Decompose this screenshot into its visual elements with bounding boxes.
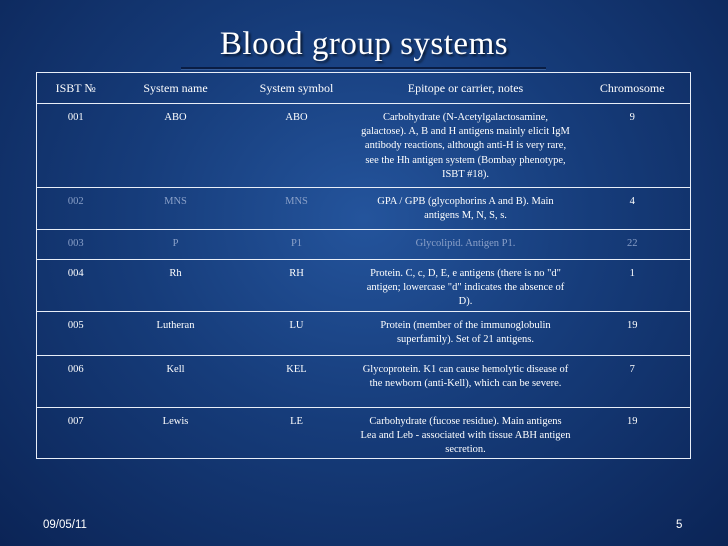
footer-date: 09/05/11 [43,519,87,531]
cell-chromosome: 22 [627,238,638,249]
cell-isbt: 005 [67,320,84,331]
table-header-row [37,73,691,104]
cell-notes: Carbohydrate (fucose residue). Main antigens Lea and Leb - associated with tissue ABH antigen secretion. [360,416,571,456]
cell-notes: Glycolipid. Antigen P1. [415,238,516,249]
table-row [37,312,691,356]
cell-system-name: P [172,238,179,249]
cell-notes: Carbohydrate (N-Acetylgalactosamine, galactose). A, B and H antigens mainly elicit IgM antibody reactions, although anti-H is very rare, see the Hh antigen system (Bombay phenotype, ISBT #18). [361,112,570,180]
cell-notes: Protein. C, c, D, E, e antigens (there is no "d" antigen; lowercase "d" indicates the absence of D). [366,268,565,308]
cell-notes: Protein (member of the immunoglobulin superfamily). Set of 21 antigens. [380,320,551,346]
cell-chromosome: 19 [627,416,638,427]
cell-system-symbol: KEL [286,364,307,375]
cell-system-name: MNS [164,196,187,207]
header-chromosome: Chromosome [575,73,691,104]
cell-isbt: 002 [67,196,84,207]
cell-isbt: 003 [67,238,84,249]
header-isbt: ISBT № [37,73,115,104]
cell-system-symbol: RH [289,268,304,279]
cell-chromosome: 19 [627,320,638,331]
cell-system-symbol: ABO [285,112,308,123]
slide-number: 5 [676,519,683,531]
cell-system-symbol: MNS [285,196,308,207]
table-row [37,356,691,408]
cell-chromosome: 4 [629,196,635,207]
title-underline [181,67,546,69]
cell-system-name: Kell [166,364,185,375]
cell-isbt: 007 [67,416,84,427]
table-row [37,260,691,312]
blood-group-table [36,72,691,459]
cell-system-name: ABO [164,112,187,123]
cell-system-name: Rh [169,268,182,279]
cell-system-symbol: P1 [290,238,303,249]
cell-system-name: Lutheran [156,320,195,331]
cell-chromosome: 1 [629,268,635,279]
table-row [37,230,691,260]
slide-title: Blood group systems [219,26,509,62]
cell-notes: Glycoprotein. K1 can cause hemolytic disease of the newborn (anti-Kell), which can be severe. [362,364,569,390]
cell-system-symbol: LU [289,320,304,331]
cell-isbt: 001 [67,112,84,123]
cell-isbt: 006 [67,364,84,375]
cell-system-symbol: LE [290,416,303,427]
header-system-name: System name [115,73,237,104]
cell-chromosome: 9 [629,112,635,123]
table-row [37,188,691,230]
cell-notes: GPA / GPB (glycophorins A and B). Main antigens M, N, S, s. [377,196,554,222]
cell-system-name: Lewis [162,416,189,427]
header-notes: Epitope or carrier, notes [357,73,575,104]
cell-chromosome: 7 [629,364,635,375]
table-row [37,408,691,459]
table-row [37,104,691,188]
cell-isbt: 004 [67,268,84,279]
header-system-symbol: System symbol [237,73,357,104]
